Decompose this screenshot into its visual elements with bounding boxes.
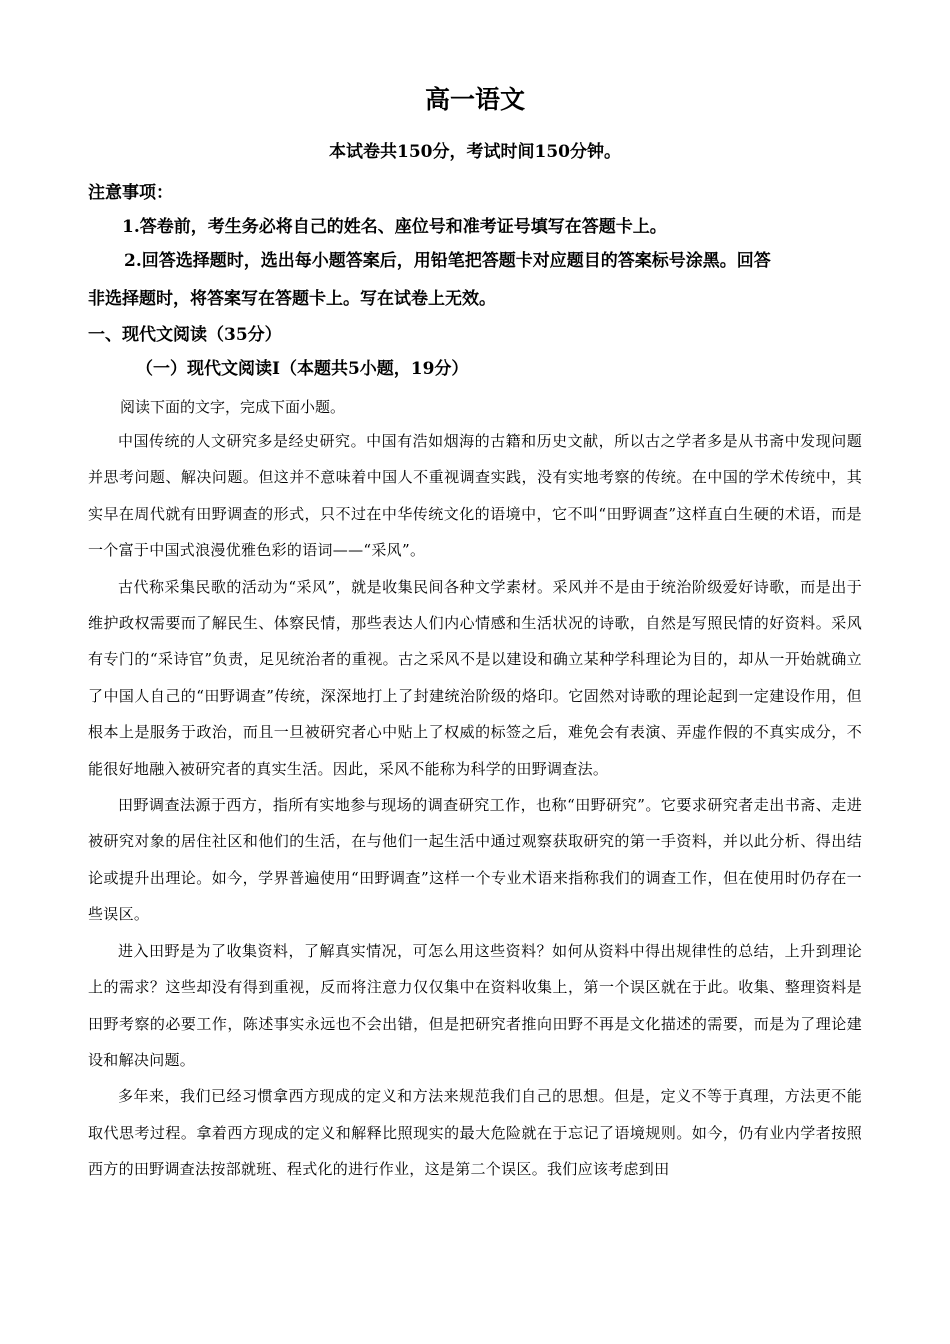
exam-title: 高一语文 (424, 85, 525, 114)
passage-paragraph-1: 中国传统的人文研究多是经史研究。中国有浩如烟海的古籍和历史文献，所以古之学者多是从书斋中发现问题并思考问题、解决问题。但这并不意味着中国人不重视调查实践，没有实地考察的传统。在中国的学术传统中，其实早在周代就有田野调查的形式，只不过在中华传统文化的语境中，它不叫“田野调查”这样直白生硬的术语，而是一个富于中国式浪漫优雅色彩的语词——“采风”。 (88, 432, 862, 560)
notice-item-2-continued: 非选择题时，将答案写在答题卡上。写在试卷上无效。 (88, 289, 496, 309)
reading-passage (88, 423, 862, 1188)
notice-heading: 注意事项： (88, 183, 173, 203)
exam-info: 本试卷共150分，考试时间150分钟。 (329, 142, 621, 162)
passage-paragraph-2: 古代称采集民歌的活动为“采风”，就是收集民间各种文学素材。采风并不是由于统治阶级爱好诗歌，而是出于维护政权需要而了解民生、体察民情，那些表达人们内心情感和生活状况的诗歌，自然是写照民情的好资料。采风有专门的“采诗官”负责，足见统治者的重视。古之采风不是以建设和确立某种学科理论为目的，却从一开始就确立了中国人自己的“田野调查”传统，深深地打上了封建统治阶级的烙印。它固然对诗歌的理论起到一定建设作用，但根本上是服务于政治，而且一旦被研究者心中贴上了权威的标签之后，难免会有表演、弄虚作假的不真实成分，不能很好地融入被研究者的真实生活。因此，采风不能称为科学的田野调查法。 (88, 577, 862, 778)
passage-paragraph-3: 田野调查法源于西方，指所有实地参与现场的调查研究工作，也称“田野研究”。它要求研究者走出书斋、走进被研究对象的居住社区和他们的生活，在与他们一起生活中通过观察获取研究的第一手资料，并以此分析、得出结论或提升出理论。如今，学界普遍使用“田野调查”这样一个专业术语来指称我们的调查工作，但在使用时仍存在一些误区。 (88, 796, 862, 924)
reading-instruction: 阅读下面的文字，完成下面小题。 (120, 398, 346, 416)
passage-paragraph-5: 多年来，我们已经习惯拿西方现成的定义和方法来规范我们自己的思想。但是，定义不等于真理，方法更不能取代思考过程。拿着西方现成的定义和解释比照现实的最大危险就在于忘记了语境规则。如今，仍有业内学者按照西方的田野调查法按部就班、程式化的进行作业，这是第二个误区。我们应该考虑到田 (88, 1087, 862, 1179)
passage-paragraph-4: 进入田野是为了收集资料，了解真实情况，可怎么用这些资料？如何从资料中得出规律性的总结，上升到理论上的需求？这些却没有得到重视，反而将注意力仅仅集中在资料收集上，第一个误区就在于此。收集、整理资料是田野考察的必要工作，陈述事实永远也不会出错，但是把研究者推向田野不再是文化描述的需要，而是为了理论建设和解决问题。 (88, 941, 862, 1069)
notice-item-2: 2.回答选择题时，选出每小题答案后，用铅笔把答题卡对应题目的答案标号涂黑。回答 (124, 251, 771, 271)
notice-item-1: 1.答卷前，考生务必将自己的姓名、座位号和准考证号填写在答题卡上。 (122, 217, 667, 237)
subsection-title: （一）现代文阅读Ⅰ（本题共5小题，19分） (136, 359, 469, 379)
section-title: 一、现代文阅读（35分） (88, 325, 282, 345)
